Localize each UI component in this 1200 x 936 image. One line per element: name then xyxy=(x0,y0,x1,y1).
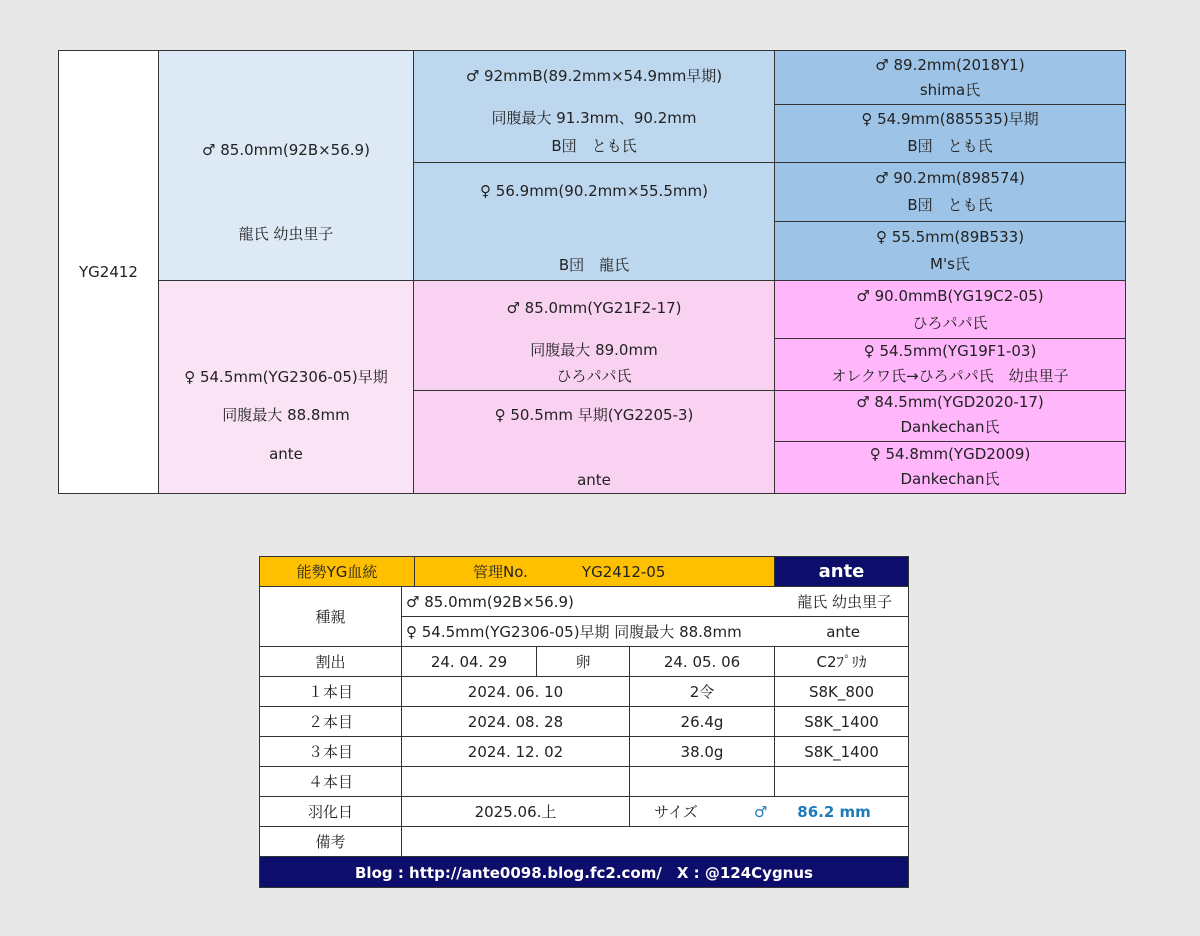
sire-dam-breeder: B団 龍氏 xyxy=(558,256,630,274)
parents-row-sire xyxy=(401,586,909,617)
bottle-date xyxy=(401,766,630,797)
gen3-cell xyxy=(774,390,1126,442)
notes-value xyxy=(401,826,909,857)
sire-sire-measure: ♂ 92mmB(89.2mm×54.9mm早期) xyxy=(465,67,723,85)
gen3-measure: ♀ 54.9mm(885535)早期 xyxy=(861,110,1039,128)
gen3-measure: ♀ 55.5mm(89B533) xyxy=(875,228,1025,246)
bottle-label: １本目 xyxy=(259,676,402,707)
gen3-measure: ♀ 54.5mm(YG19F1-03) xyxy=(863,342,1037,360)
parents-row-dam xyxy=(401,616,909,647)
pedigree-id: YG2412 xyxy=(79,263,138,281)
mgmt-label: 管理No. xyxy=(473,563,528,581)
gen3-cell xyxy=(774,221,1126,281)
gen3-measure: ♀ 54.8mm(YGD2009) xyxy=(869,445,1031,463)
dam-sire-sibling-max: 同腹最大 89.0mm xyxy=(530,341,658,359)
bottle-info: 26.4g xyxy=(629,706,775,737)
gen3-breeder: オレクワ氏→ひろパパ氏 幼虫里子 xyxy=(831,367,1069,385)
bottle-date: 2024. 08. 28 xyxy=(401,706,630,737)
dam-sire-measure: ♂ 85.0mm(YG21F2-17) xyxy=(506,299,682,317)
mgmt-number: YG2412-05 xyxy=(581,562,666,581)
pedigree-id-cell xyxy=(58,50,159,494)
sire-sire-breeder: B団 とも氏 xyxy=(551,137,637,155)
owner-label: ante xyxy=(774,556,909,587)
bottle-label: ３本目 xyxy=(259,736,402,767)
size-cell xyxy=(629,796,909,827)
emerge-date: 2025.06.上 xyxy=(401,796,630,827)
gen3-breeder: Dankechan氏 xyxy=(900,418,1000,436)
sire-dam-cell xyxy=(413,162,775,281)
bottle-info: 2令 xyxy=(629,676,775,707)
bottle-label: ４本目 xyxy=(259,766,402,797)
bottle-media: S8K_1400 xyxy=(774,736,909,767)
gen3-measure: ♂ 90.0mmB(YG19C2-05) xyxy=(856,287,1044,305)
egg-label: 卵 xyxy=(536,646,630,677)
wari-date: 24. 04. 29 xyxy=(401,646,537,677)
gen3-measure: ♂ 89.2mm(2018Y1) xyxy=(875,56,1025,74)
parent-sire-breeder: 龍氏 幼虫里子 xyxy=(797,593,892,611)
sire-measure: ♂ 85.0mm(92B×56.9) xyxy=(202,141,370,159)
dam-breeder: ante xyxy=(269,445,303,463)
bottle-media: S8K_1400 xyxy=(774,706,909,737)
bottle-date: 2024. 06. 10 xyxy=(401,676,630,707)
gen3-breeder: B団 とも氏 xyxy=(907,196,993,214)
bottle-media: S8K_800 xyxy=(774,676,909,707)
gen3-breeder: M's氏 xyxy=(930,255,970,273)
dam-dam-measure: ♀ 50.5mm 早期(YG2205-3) xyxy=(494,406,694,424)
emerge-label: 羽化日 xyxy=(259,796,402,827)
sire-sire-sibling-max: 同腹最大 91.3mm、90.2mm xyxy=(491,109,697,127)
bottle-info xyxy=(629,766,775,797)
blog-footer: Blog : http://ante0098.blog.fc2.com/ X : @124Cygnus xyxy=(259,856,909,888)
gen3-measure: ♂ 84.5mm(YGD2020-17) xyxy=(856,393,1044,411)
label-card xyxy=(259,556,909,888)
male-icon: ♂ xyxy=(753,802,768,821)
parent-dam: ♀ 54.5mm(YG2306-05)早期 同腹最大 88.8mm xyxy=(406,623,742,641)
wari-label: 割出 xyxy=(259,646,402,677)
gen3-cell xyxy=(774,280,1126,339)
sire-dam-measure: ♀ 56.9mm(90.2mm×55.5mm) xyxy=(480,182,708,200)
gen3-measure: ♂ 90.2mm(898574) xyxy=(875,169,1025,187)
sire-cell xyxy=(158,50,414,281)
gen3-breeder: shima氏 xyxy=(919,81,981,99)
gen3-breeder: ひろパパ氏 xyxy=(912,314,988,332)
dam-dam-cell xyxy=(413,390,775,494)
size-value: 86.2 mm xyxy=(797,802,871,821)
mgmt-number-cell xyxy=(414,556,775,587)
bottle-media xyxy=(774,766,909,797)
gen3-cell xyxy=(774,441,1126,494)
dam-dam-breeder: ante xyxy=(577,471,611,489)
size-label: サイズ xyxy=(654,803,698,821)
gen3-breeder: B団 とも氏 xyxy=(907,137,993,155)
gen3-cell xyxy=(774,50,1126,105)
bottle-info: 38.0g xyxy=(629,736,775,767)
gen3-cell xyxy=(774,162,1126,222)
bottle-date: 2024. 12. 02 xyxy=(401,736,630,767)
gen3-cell xyxy=(774,104,1126,163)
dam-cell xyxy=(158,280,414,494)
egg-date: 24. 05. 06 xyxy=(629,646,775,677)
bottle-label: ２本目 xyxy=(259,706,402,737)
dam-sibling-max: 同腹最大 88.8mm xyxy=(222,406,350,424)
strain-label: 能勢YG血統 xyxy=(259,556,415,587)
gen3-breeder: Dankechan氏 xyxy=(900,470,1000,488)
gen3-cell xyxy=(774,338,1126,391)
egg-note: C2ﾌﾟﾘｶ xyxy=(774,646,909,677)
sire-sire-cell xyxy=(413,50,775,163)
notes-label: 備考 xyxy=(259,826,402,857)
dam-sire-breeder: ひろパパ氏 xyxy=(556,367,632,385)
sire-breeder: 龍氏 幼虫里子 xyxy=(238,225,334,243)
parent-sire: ♂ 85.0mm(92B×56.9) xyxy=(406,592,574,611)
parent-dam-breeder: ante xyxy=(826,622,860,641)
parents-label: 種親 xyxy=(259,586,402,647)
dam-sire-cell xyxy=(413,280,775,391)
dam-measure: ♀ 54.5mm(YG2306-05)早期 xyxy=(184,368,388,386)
